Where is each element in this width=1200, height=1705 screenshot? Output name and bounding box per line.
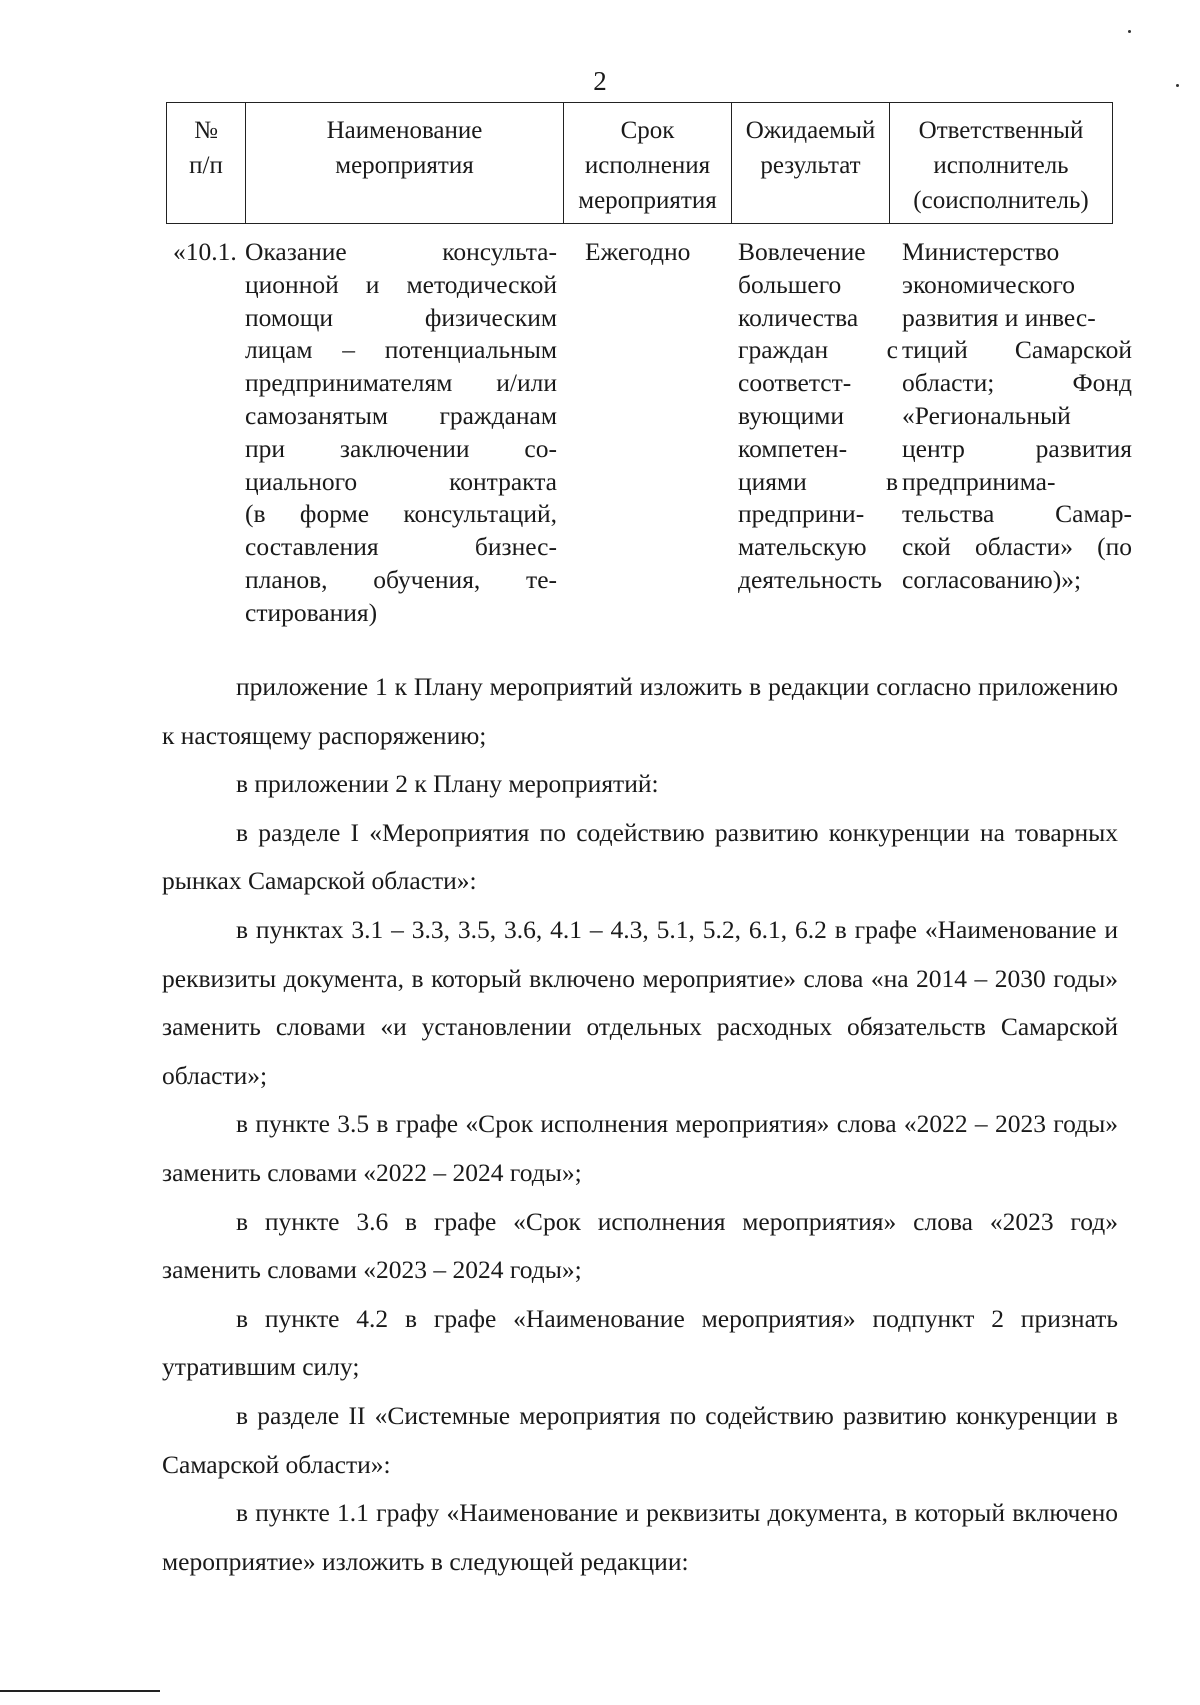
result-line: количества	[738, 302, 859, 332]
name-line: составления бизнес-	[245, 532, 557, 562]
name-line: ционной и методической	[245, 269, 557, 299]
name-line: планов, обучения, те-	[245, 564, 557, 594]
name-line: помощи физическим	[245, 302, 557, 332]
name-line: лицам – потенциальным	[245, 335, 557, 365]
result-line: вующими	[738, 400, 845, 430]
responsible-line: предпринима-	[902, 466, 1056, 496]
row-expected-result	[738, 236, 898, 597]
paragraph: в пункте 3.6 в графе «Срок исполнения мероприятия» слова «2023 год» заменить словами «2023 – 2024 годы»;	[162, 1206, 1118, 1285]
name-line: (в форме консультаций,	[245, 499, 557, 529]
paragraph: в пункте 4.2 в графе «Наименование мероприятия» подпункт 2 признать утратившим силу;	[162, 1303, 1118, 1382]
result-line: большего	[738, 269, 842, 299]
name-line: стирования)	[245, 597, 378, 627]
row-term: Ежегодно	[585, 237, 691, 266]
responsible-line: области; Фонд	[902, 368, 1132, 398]
header-cell-term: Срок исполнения мероприятия	[564, 103, 732, 224]
row-responsible	[902, 236, 1132, 597]
result-line: циями в	[738, 466, 898, 496]
name-line: Оказание консульта-	[245, 237, 557, 266]
paragraph: приложение 1 к Плану мероприятий изложить в редакции согласно приложению к настоящему распоряжению;	[162, 672, 1118, 750]
paragraph: в разделе II «Системные мероприятия по содействию развитию конкуренции в Самарской области»:	[162, 1400, 1118, 1479]
responsible-line: тельства Самар-	[902, 499, 1132, 529]
result-line: компетен-	[738, 433, 848, 463]
result-line: Вовлечение	[738, 237, 866, 266]
row-number: «10.1.	[173, 237, 237, 266]
paragraph: в разделе I «Мероприятия по содействию развитию конкуренции на товарных рынках Самарской области»:	[162, 817, 1118, 896]
document-body	[162, 663, 1118, 1586]
paragraph: в приложении 2 к Плану мероприятий:	[236, 769, 659, 799]
paragraph: в пункте 1.1 графу «Наименование и реквизиты документа, в который включено мероприятие» изложить в следующей редакции:	[162, 1498, 1118, 1576]
header-cell-responsible: Ответственный исполнитель (соисполнитель)	[890, 103, 1113, 224]
plan-table-header	[166, 102, 1113, 224]
result-line: деятельность	[738, 564, 882, 594]
responsible-line: тиций Самарской	[902, 335, 1132, 365]
scan-speck	[1176, 84, 1179, 87]
page-number: 2	[593, 66, 607, 96]
result-line: мательскую	[738, 532, 867, 562]
result-line: граждан с	[738, 335, 898, 365]
result-line: предприни-	[738, 499, 865, 529]
responsible-line: центр развития	[902, 433, 1132, 463]
paragraph: в пункте 3.5 в графе «Срок исполнения мероприятия» слова «2022 – 2023 годы» заменить словами «2022 – 2024 годы»;	[162, 1109, 1118, 1187]
responsible-line: ской области» (по	[902, 532, 1132, 562]
header-cell-name: Наименование мероприятия	[246, 103, 564, 224]
row-measure-name	[245, 236, 557, 630]
scan-speck	[1128, 30, 1131, 33]
header-cell-number: № п/п	[167, 103, 246, 224]
name-line: самозанятым гражданам	[245, 400, 557, 430]
name-line: циального контракта	[245, 466, 557, 496]
result-line: соответст-	[738, 368, 852, 398]
responsible-line: экономического	[902, 269, 1075, 299]
scan-edge-line	[0, 1690, 160, 1692]
responsible-line: «Региональный	[902, 400, 1071, 430]
paragraph: в пунктах 3.1 – 3.3, 3.5, 3.6, 4.1 – 4.3, 5.1, 5.2, 6.1, 6.2 в графе «Наименование и реквизиты документа, в который включено мероприятие» слова «на 2014 – 2030 годы» заменить словами «и установлении отдельных расходных обязательств Самарской области»;	[162, 914, 1118, 1090]
header-cell-result: Ожидаемый результат	[732, 103, 890, 224]
name-line: предпринимателям и/или	[245, 368, 557, 398]
responsible-line: Министерство	[902, 237, 1060, 266]
responsible-line: развития и инвес-	[902, 302, 1096, 332]
name-line: при заключении со-	[245, 433, 557, 463]
responsible-line: согласованию)»;	[902, 564, 1082, 594]
